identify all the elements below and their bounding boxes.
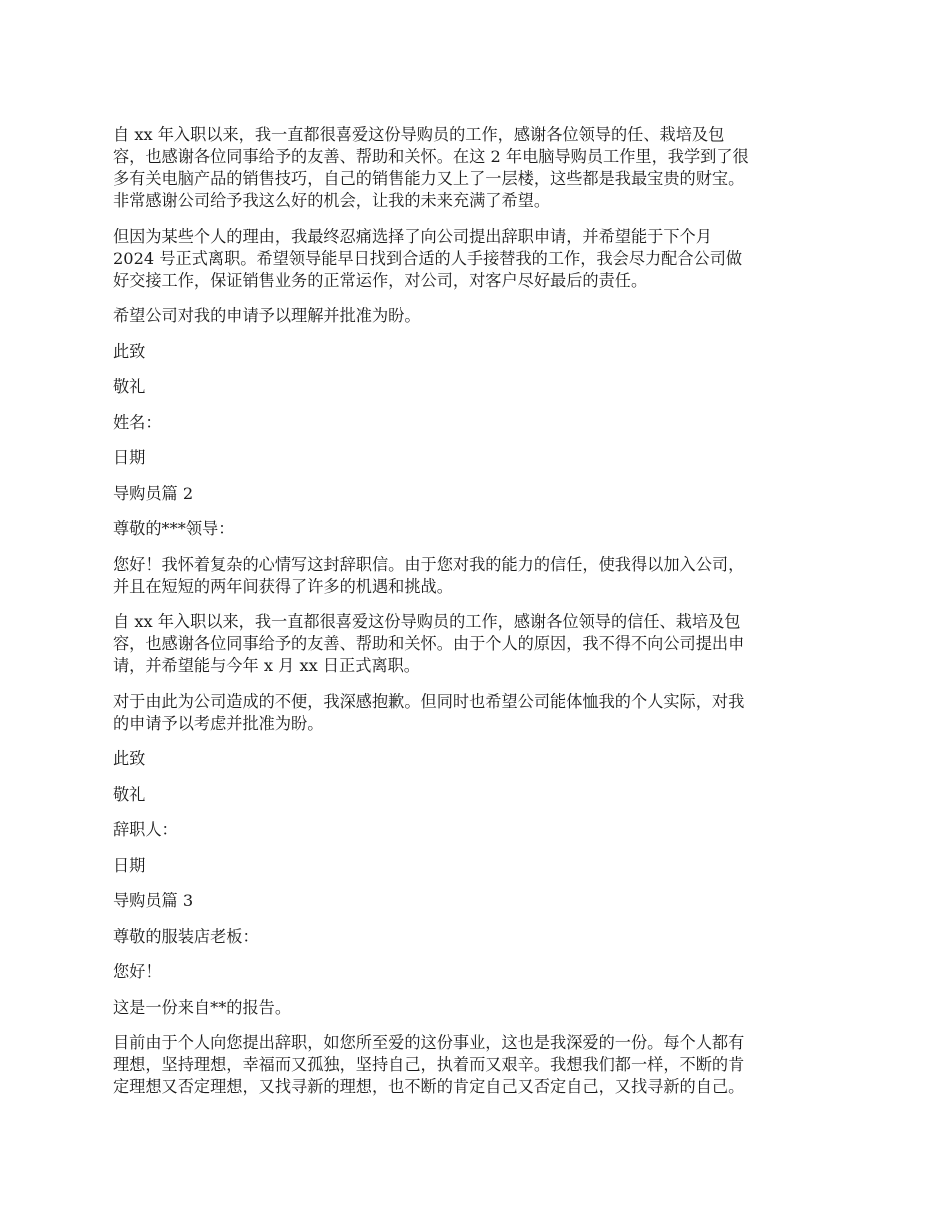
text-line: 容，也感谢各位同事给予的友善、帮助和关怀。由于个人的原因，我不得不向公司提出申 [113,634,745,653]
text-line: 目前由于个人向您提出辞职，如您所至爱的这份事业，这也是我深爱的一份。每个人都有 [113,1033,745,1052]
text-line: 姓名： [113,412,162,432]
text-line: 请，并希望能与今年 x 月 xx 日正式离职。 [113,656,420,675]
greeting [113,518,843,540]
closing-salutation [113,341,843,363]
text-line: 导购员篇 3 [113,891,194,910]
paragraph [113,691,843,735]
text-line: 2024 号正式离职。希望领导能早日找到合适的人手接替我的工作，我会尽力配合公司做 [113,248,743,268]
text-line: 导购员篇 2 [113,483,194,503]
paragraph [113,305,843,327]
text-line: 敬礼 [113,784,146,804]
text-line: 并且在短短的两年间获得了许多的机遇和挑战。 [113,576,453,596]
closing-salutation [113,748,843,770]
text-line: 希望公司对我的申请予以理解并批准为盼。 [113,306,421,325]
text-line: 理想，坚持理想，幸福而又孤独，坚持自己，执着而又艰辛。我想我们都一样，不断的肯 [113,1055,745,1074]
text-line: 但因为某些个人的理由，我最终忍痛选择了向公司提出辞职申请，并希望能于下个月 [113,226,712,246]
text-line: 此致 [113,341,146,361]
paragraph [113,611,843,677]
paragraph [113,1032,843,1098]
text-line: 您好！我怀着复杂的心情写这封辞职信。由于您对我的能力的信任，使我得以加入公司， [113,554,745,574]
text-line: 定理想又否定理想，又找寻新的理想，也不断的肯定自己又否定自己，又找寻新的自己。 [113,1077,745,1096]
section-heading [113,890,843,912]
text-line: 自 xx 年入职以来，我一直都很喜爱这份导购员的工作，感谢各位领导的任、栽培及包 [113,125,725,144]
section-heading [113,483,843,505]
text-line: 辞职人： [113,820,178,839]
signature-name [113,819,843,841]
text-line: 非常感谢公司给予我这么好的机会，让我的未来充满了希望。 [113,191,551,210]
document-body [113,124,843,1112]
greeting [113,961,843,983]
text-line: 对于由此为公司造成的不便，我深感抱歉。但同时也希望公司能体恤我的个人实际，对我 [113,691,745,711]
signature-date [113,447,843,469]
paragraph [113,554,843,598]
text-line: 您好！ [113,962,162,981]
text-line: 好交接工作，保证销售业务的正常运作，对公司，对客户尽好最后的责任。 [113,270,648,290]
text-line: 的申请予以考虑并批准为盼。 [113,713,324,733]
paragraph [113,124,843,212]
text-line: 尊敬的***领导： [113,519,235,538]
closing-regards [113,376,843,398]
greeting [113,926,843,948]
text-line: 日期 [113,448,146,467]
text-line: 此致 [113,749,146,768]
text-line: 多有关电脑产品的销售技巧，自己的销售能力又上了一层楼，这些都是我最宝贵的财宝。 [113,169,745,188]
closing-regards [113,784,843,806]
text-line: 容，也感谢各位同事给予的友善、帮助和关怀。在这 2 年电脑导购员工作里，我学到了很 [113,147,749,166]
signature-date [113,855,843,877]
text-line: 敬礼 [113,377,146,396]
signature-name [113,412,843,434]
paragraph [113,226,843,292]
paragraph [113,997,843,1019]
text-line: 尊敬的服装店老板： [113,926,259,946]
text-line: 日期 [113,855,146,875]
text-line: 自 xx 年入职以来，我一直都很喜爱这份导购员的工作，感谢各位领导的信任、栽培及包 [113,612,741,631]
text-line: 这是一份来自**的报告。 [113,997,292,1017]
